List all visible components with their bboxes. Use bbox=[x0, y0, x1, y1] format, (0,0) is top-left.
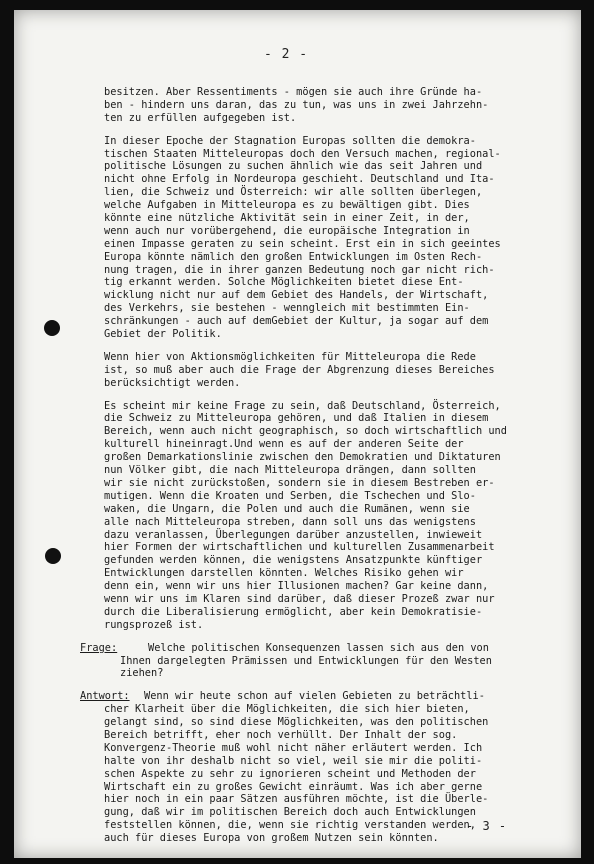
text-line: großen Demarkationslinie zwischen den Demokratien und Diktaturen bbox=[104, 451, 501, 464]
punch-hole bbox=[44, 320, 60, 336]
text-line: politische Lösungen zu suchen ähnlich wie das seit Jahren und bbox=[104, 160, 483, 173]
text-line: wenn auch nur vorübergehend, die europäische Integration in bbox=[104, 224, 470, 237]
text-line: rungsprozeß ist. bbox=[104, 618, 204, 631]
text-line: ziehen? bbox=[120, 667, 164, 680]
punch-hole bbox=[45, 548, 61, 564]
text-line: tig erkannt werden. Solche Möglichkeiten bietet diese Ent- bbox=[104, 276, 464, 289]
text-line: welche Aufgaben in Mitteleuropa es zu bewältigen gibt. Dies bbox=[104, 199, 470, 212]
text-line: alle nach Mitteleuropa streben, dann soll uns das wenigstens bbox=[104, 515, 476, 528]
question-block bbox=[80, 641, 560, 681]
text-line: besitzen. Aber Ressentiments - mögen sie auch ihre Gründe ha- bbox=[104, 86, 483, 98]
answer-label: Antwort: bbox=[80, 690, 130, 703]
text-line: wir sie nicht zurückstoßen, sondern sie in diesem Bestreben er- bbox=[104, 476, 495, 489]
text-line: berücksichtigt werden. bbox=[104, 376, 241, 389]
text-line: nun Völker gibt, die nach Mitteleuropa drängen, dann sollten bbox=[104, 464, 476, 477]
paragraph bbox=[104, 351, 560, 390]
text-line: gelangt sind, so sind diese Möglichkeiten, was den politischen bbox=[104, 716, 489, 729]
text-line: nung tragen, die in ihrer ganzen Bedeutung noch gar nicht rich- bbox=[104, 263, 495, 276]
text-line: wenn wir uns im Klaren sind darüber, daß dieser Prozeß zwar nur bbox=[104, 592, 495, 605]
text-line: feststellen können, die, wenn sie richtig verstanden werden, bbox=[104, 819, 476, 832]
text-line: schränkungen - auch auf demGebiet der Kultur, ja sogar auf dem bbox=[104, 315, 489, 328]
text-line: Wenn hier von Aktionsmöglichkeiten für Mitteleuropa die Rede bbox=[104, 350, 476, 363]
text-line: Europa könnte nämlich den großen Entwicklungen im Osten Rech- bbox=[104, 250, 483, 263]
paragraph bbox=[104, 135, 560, 341]
paragraph bbox=[104, 400, 560, 632]
text-line: halte von ihr deshalb nicht so viel, weil sie mir die politi- bbox=[104, 754, 483, 767]
page-number-bottom: - 3 - bbox=[466, 819, 508, 833]
text-line: kulturell hineinragt.Und wenn es auf der anderen Seite der bbox=[104, 438, 464, 451]
text-line: nicht ohne Erfolg in Nordeuropa geschieht. Deutschland und Ita- bbox=[104, 173, 495, 186]
text-line: Wenn wir heute schon auf vielen Gebieten zu beträchtli- bbox=[144, 690, 485, 703]
paragraph bbox=[104, 86, 560, 125]
text-line: Bereich betrifft, eher noch verhüllt. Der Inhalt der sog. bbox=[104, 728, 458, 741]
text-line: cher Klarheit über die Möglichkeiten, die sich hier bieten, bbox=[104, 703, 470, 716]
text-line: tischen Staaten Mitteleuropas doch den Versuch machen, regional- bbox=[104, 147, 501, 160]
text-line: schen Aspekte zu sehr zu ignorieren scheint und Methoden der bbox=[104, 767, 476, 780]
text-line: Konvergenz-Theorie muß wohl nicht näher erläutert werden. Ich bbox=[104, 741, 483, 754]
text-line: hier noch in ein paar Sätzen ausführen möchte, ist die Überle- bbox=[104, 793, 489, 806]
text-line: einen Impasse geraten zu sein scheint. Erst ein in sich geeintes bbox=[104, 237, 501, 250]
text-line: wicklung nicht nur auf dem Gebiet des Handels, der Wirtschaft, bbox=[104, 289, 489, 302]
text-line: Es scheint mir keine Frage zu sein, daß Deutschland, Österreich, bbox=[104, 399, 501, 412]
text-line: lien, die Schweiz und Österreich: wir alle sollten überlegen, bbox=[104, 186, 483, 199]
text-line: mutigen. Wenn die Kroaten und Serben, die Tschechen und Slo- bbox=[104, 489, 476, 502]
text-line: die Schweiz zu Mitteleuropa gehören, und daß Italien in diesem bbox=[104, 412, 489, 425]
text-line: Bereich, wenn auch nicht geographisch, so doch wirtschaftlich und bbox=[104, 425, 507, 438]
document-body bbox=[80, 86, 560, 845]
text-line: Wirtschaft ein zu großes Gewicht einräumt. Was ich aber gerne bbox=[104, 780, 483, 793]
text-line: könnte eine nützliche Aktivität sein in einer Zeit, in der, bbox=[104, 212, 470, 225]
text-line: Entwicklungen darstellen könnten. Welches Risiko gehen wir bbox=[104, 567, 464, 580]
text-line: Welche politischen Konsequenzen lassen sich aus den von bbox=[148, 641, 489, 654]
text-line: dazu veranlassen, Überlegungen darüber anzustellen, inwieweit bbox=[104, 528, 483, 541]
text-line: gung, daß wir im politischen Bereich doch auch Entwicklungen bbox=[104, 806, 476, 819]
text-line: ten zu erfüllen aufgegeben ist. bbox=[104, 111, 297, 124]
text-line: auch für dieses Europa von großem Nutzen sein könnten. bbox=[104, 832, 439, 845]
text-line: waken, die Ungarn, die Polen und auch die Rumänen, wenn sie bbox=[104, 502, 470, 515]
question-label: Frage: bbox=[80, 641, 118, 654]
text-line: ist, so muß aber auch die Frage der Abgrenzung dieses Bereiches bbox=[104, 363, 495, 376]
text-line: Ihnen dargelegten Prämissen und Entwicklungen für den Westen bbox=[120, 654, 492, 667]
text-line: denn ein, wenn wir uns hier Illusionen machen? Gar keine dann, bbox=[104, 580, 489, 593]
text-line: des Verkehrs, sie bestehen - wenngleich mit bestimmten Ein- bbox=[104, 302, 470, 315]
text-line: durch die Liberalisierung ermöglicht, aber kein Demokratisie- bbox=[104, 605, 483, 618]
text-line: hier Formen der wirtschaftlichen und kulturellen Zusammenarbeit bbox=[104, 541, 495, 554]
text-line: In dieser Epoche der Stagnation Europas sollten die demokra- bbox=[104, 134, 476, 147]
text-line: gefunden werden können, die wenigstens Ansatzpunkte künftiger bbox=[104, 554, 483, 567]
text-line: ben - hindern uns daran, das zu tun, was uns in zwei Jahrzehn- bbox=[104, 98, 489, 111]
page-number-top: - 2 - bbox=[264, 47, 309, 62]
text-line: Gebiet der Politik. bbox=[104, 328, 222, 341]
